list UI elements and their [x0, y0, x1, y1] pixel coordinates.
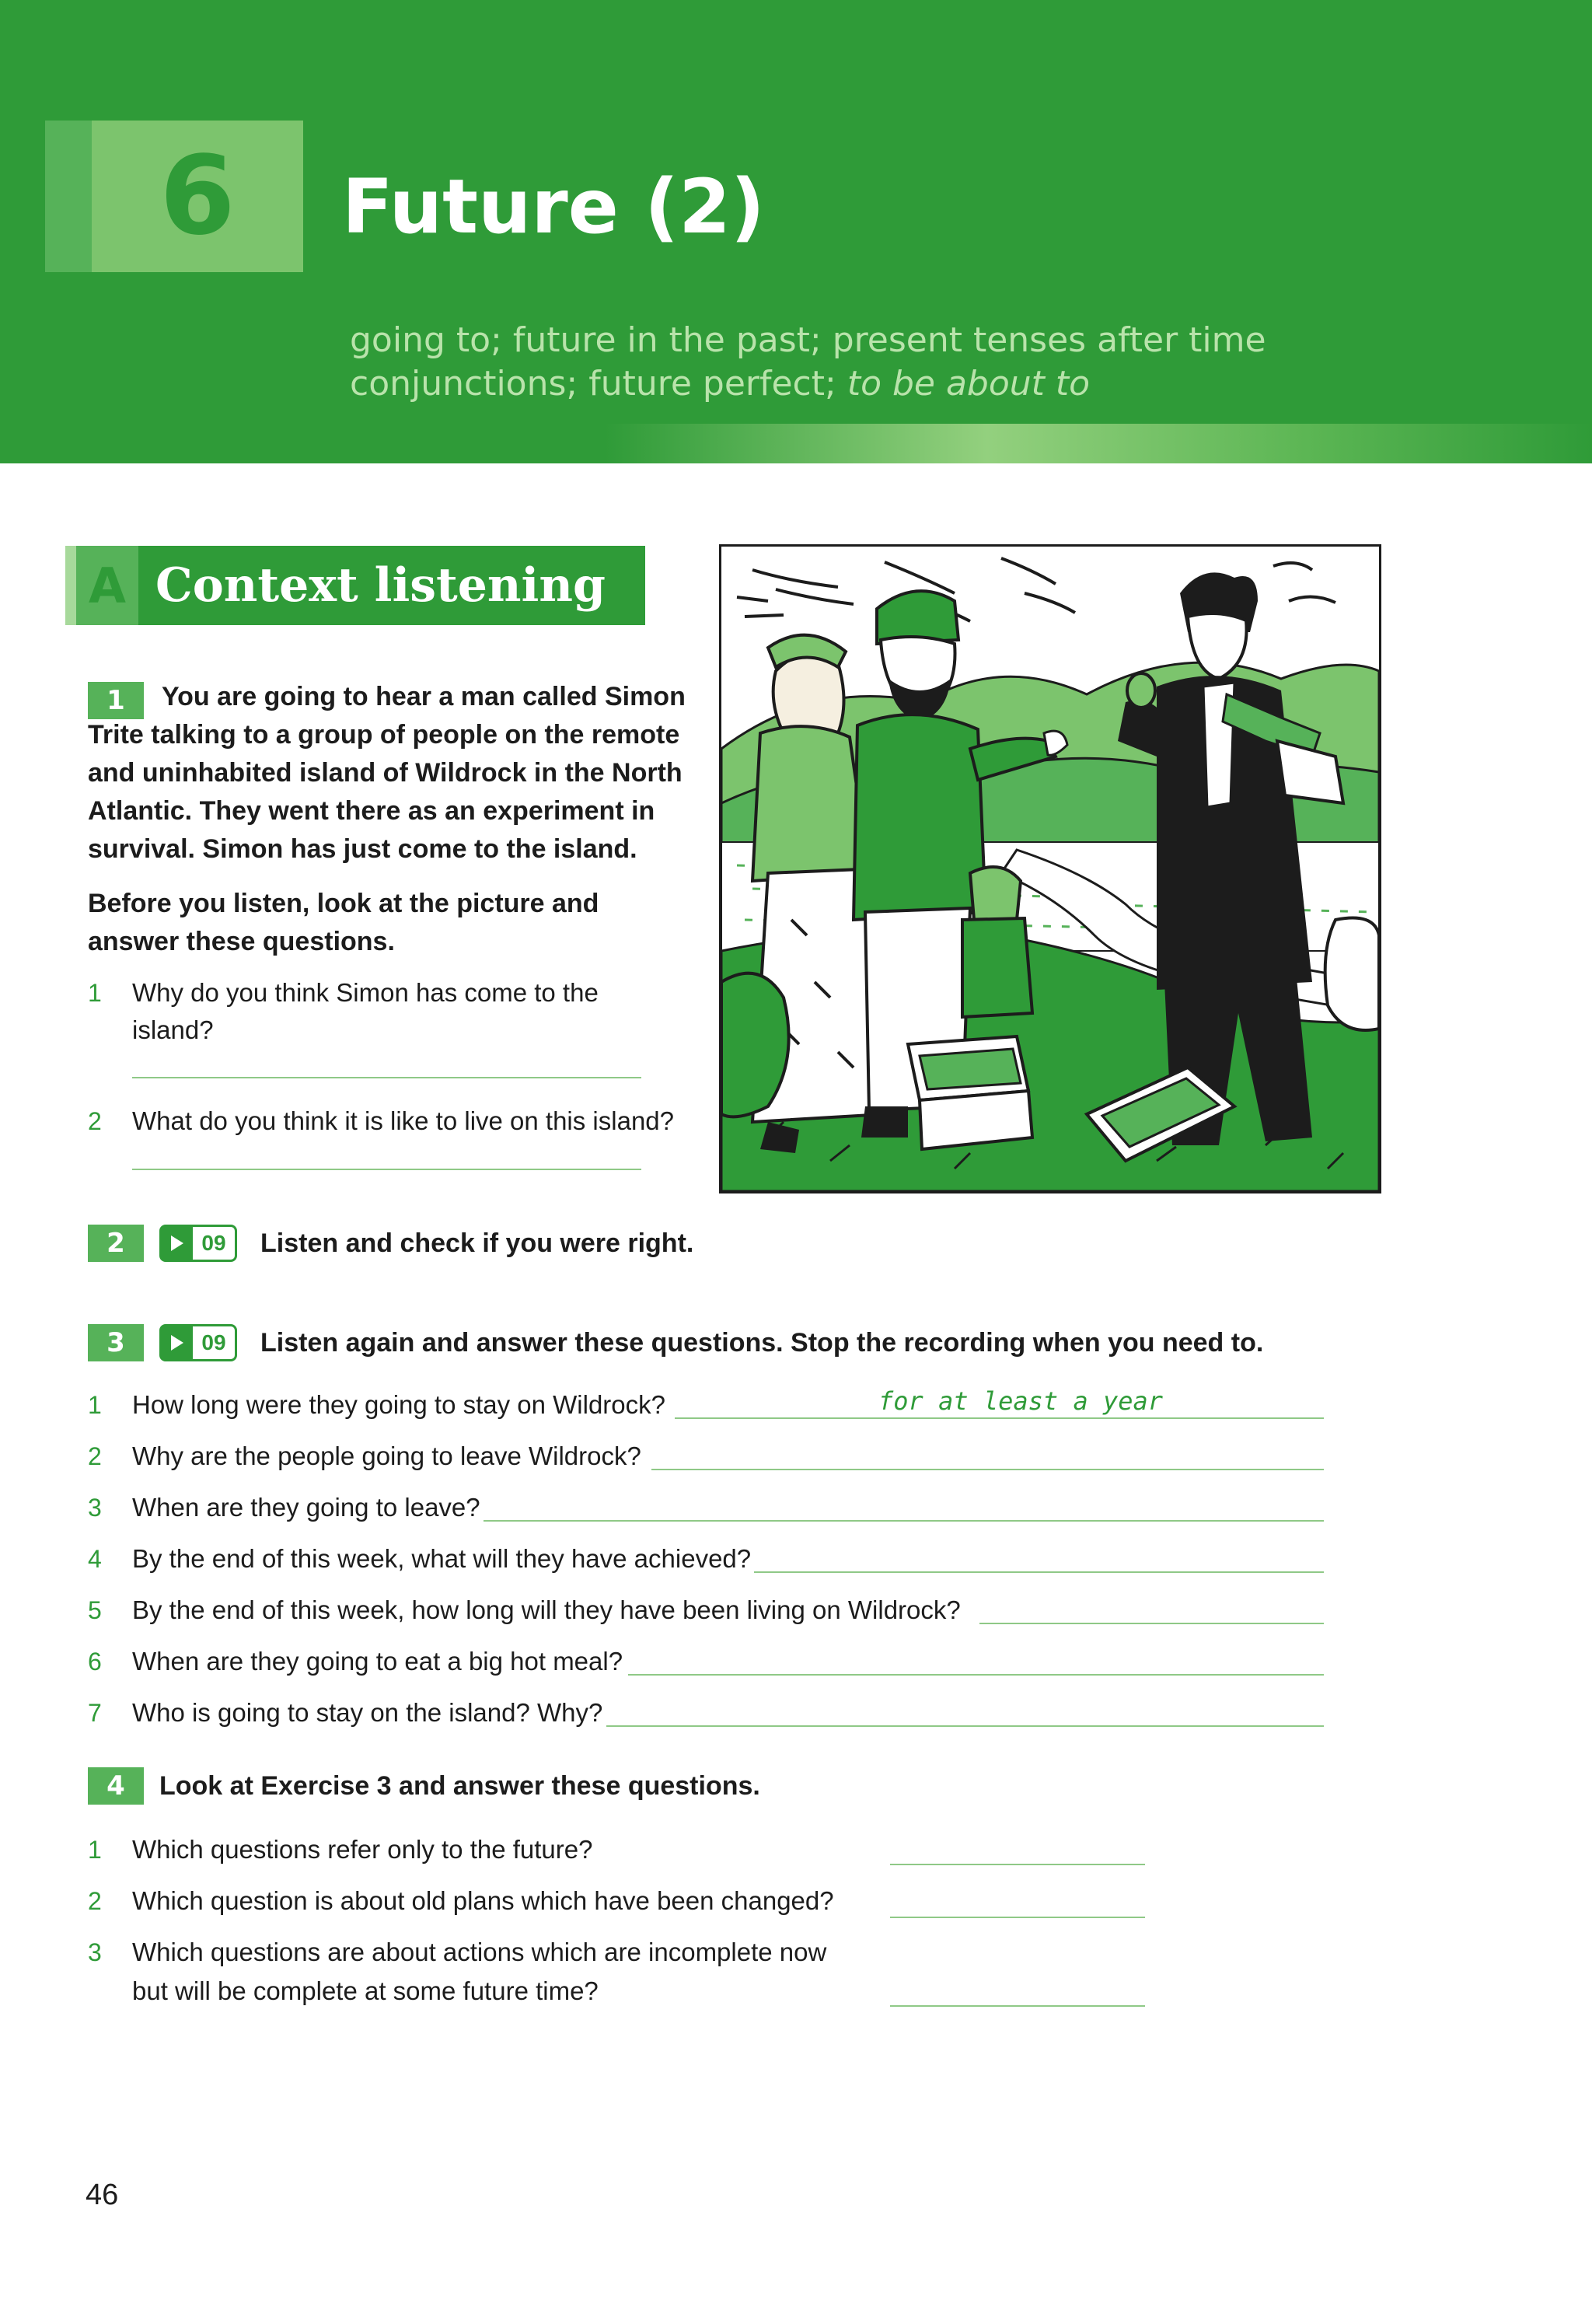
- exercise-2-instruction: Listen and check if you were right.: [260, 1228, 694, 1258]
- audio-track-number: 09: [201, 1330, 226, 1354]
- unit-subtitle-text: going to; future in the past; present tenses after time conjunctions; future perfect;: [350, 320, 1266, 404]
- unit-number: 6: [92, 121, 303, 272]
- ex4-answer-line[interactable]: [890, 1864, 1145, 1865]
- section-title: Context listening: [138, 546, 645, 625]
- play-icon: [162, 1326, 193, 1359]
- ex3-question-number: 5: [88, 1596, 102, 1624]
- exercise-1-instruction: Before you listen, look at the picture and answer these questions.: [88, 889, 599, 956]
- ex4-answer-line[interactable]: [890, 1917, 1145, 1918]
- section-stripe: [65, 546, 76, 625]
- ex3-question-number: 7: [88, 1699, 102, 1727]
- audio-track-button[interactable]: [159, 1324, 237, 1361]
- audio-track-button[interactable]: [159, 1225, 237, 1262]
- ex3-question-text: By the end of this week, what will they have achieved?: [132, 1544, 752, 1573]
- ex1-answer-line[interactable]: [132, 1169, 641, 1170]
- unit-title: Future (2): [342, 163, 765, 250]
- ex3-handwritten-answer: for at least a year: [878, 1386, 1164, 1416]
- ex3-question-number: 6: [88, 1648, 102, 1676]
- ex1-question-text: Why do you think Simon has come to the island?: [132, 978, 599, 1044]
- unit-subtitle: [350, 319, 1360, 406]
- audio-track-number: 09: [201, 1231, 226, 1255]
- exercise-3-badge: 3: [88, 1324, 144, 1361]
- ex3-answer-line[interactable]: [979, 1623, 1324, 1624]
- illustration-svg: [721, 547, 1379, 1191]
- exercise-1-badge: 1: [88, 682, 144, 719]
- ex3-answer-line[interactable]: [754, 1571, 1324, 1573]
- ex3-question-text: When are they going to leave?: [132, 1493, 480, 1522]
- ex3-answer-line[interactable]: [484, 1520, 1324, 1522]
- ex3-question-number: 2: [88, 1442, 102, 1470]
- ex3-answer-line[interactable]: [628, 1674, 1324, 1676]
- exercise-4-instruction: Look at Exercise 3 and answer these questions.: [159, 1771, 760, 1801]
- unit-number-stripe: [45, 121, 92, 272]
- ex3-question-text: When are they going to eat a big hot meal?: [132, 1647, 623, 1676]
- ex4-question-text-line2: but will be complete at some future time?: [132, 1976, 599, 2005]
- ex4-question-number: 1: [88, 1836, 102, 1864]
- ex3-answer-line[interactable]: [606, 1725, 1324, 1727]
- island-illustration: [719, 544, 1381, 1193]
- exercise-2-badge: 2: [88, 1225, 144, 1262]
- ex4-question-number: 3: [88, 1938, 102, 1966]
- ex4-question-text: Which question is about old plans which have been changed?: [132, 1886, 834, 1915]
- unit-subtitle-italic: to be about to: [847, 364, 1091, 404]
- exercise-3-instruction: Listen again and answer these questions. Stop the recording when you need to.: [260, 1328, 1264, 1358]
- exercise-1-intro: You are going to hear a man called Simon Trite talking to a group of people on the remote and uninhabited island of Wildrock in the North Atlantic. They went there as an experiment in survival. Simon has just come to the island.: [88, 682, 686, 864]
- section-letter: A: [76, 546, 138, 625]
- ex3-question-text: Why are the people going to leave Wildrock?: [132, 1442, 641, 1470]
- ex3-question-text: By the end of this week, how long will they have been living on Wildrock?: [132, 1595, 961, 1624]
- page-number: 46: [86, 2179, 119, 2211]
- ex4-question-text-line1: Which questions are about actions which are incomplete now: [132, 1938, 827, 1966]
- ex3-question-number: 4: [88, 1545, 102, 1573]
- ex4-question-text: Which questions refer only to the future?: [132, 1835, 593, 1864]
- exercise-4-badge: 4: [88, 1767, 144, 1805]
- ex1-question-number: 1: [88, 979, 102, 1007]
- banner-gradient-strip: [0, 424, 1592, 463]
- ex3-question-text: How long were they going to stay on Wildrock?: [132, 1390, 666, 1419]
- ex1-question-number: 2: [88, 1107, 102, 1135]
- ex3-question-number: 1: [88, 1391, 102, 1419]
- play-icon: [162, 1227, 193, 1260]
- ex4-answer-line[interactable]: [890, 2005, 1145, 2007]
- ex4-question-number: 2: [88, 1887, 102, 1915]
- ex3-question-text: Who is going to stay on the island? Why?: [132, 1698, 603, 1727]
- ex1-question-text: What do you think it is like to live on this island?: [132, 1106, 675, 1135]
- ex3-answer-line[interactable]: [675, 1417, 1324, 1419]
- ex3-question-number: 3: [88, 1494, 102, 1522]
- ex1-answer-line[interactable]: [132, 1077, 641, 1078]
- ex3-answer-line[interactable]: [651, 1469, 1324, 1470]
